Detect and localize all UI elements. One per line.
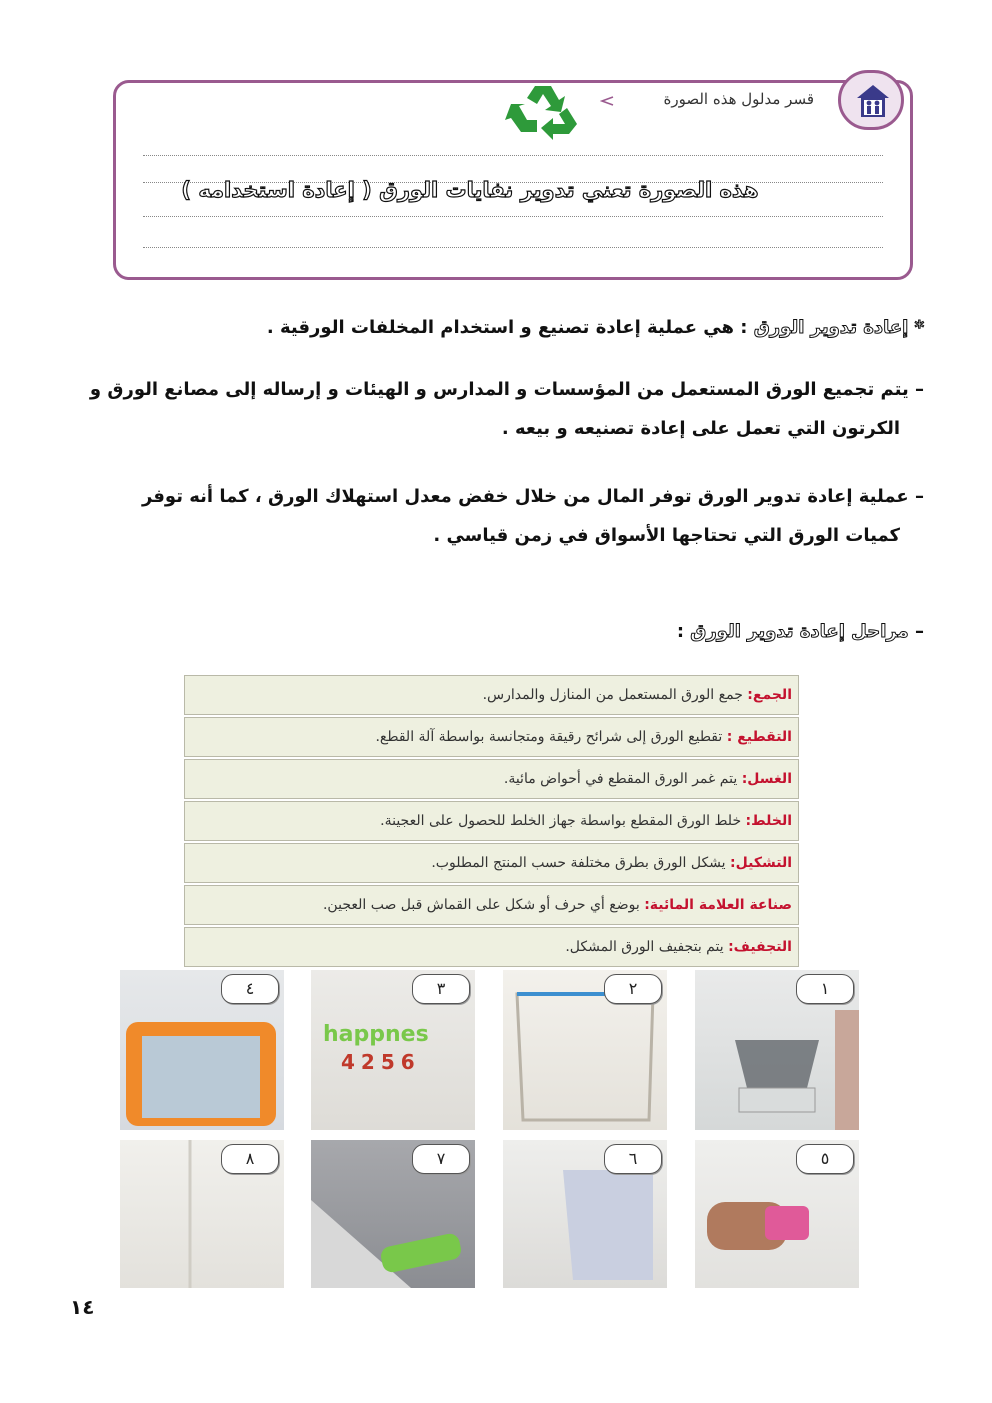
question-prompt: قسر مدلول هذه الصورة <box>663 90 814 108</box>
photo-step-7 <box>311 1140 475 1288</box>
photo-step-4 <box>120 970 284 1130</box>
watermark-word: happnes <box>323 1022 429 1047</box>
bullet-line: كميات الورق التي تحتاجها الأسواق في زمن قياسي . <box>433 525 900 546</box>
photo-step-6 <box>503 1140 667 1288</box>
definition <box>267 308 924 347</box>
bullet-line: – عملية إعادة تدوير الورق توفر المال من خلال خفض معدل استهلاك الورق ، كما أنه توفر <box>141 486 924 507</box>
photo-step-8 <box>120 1140 284 1288</box>
step-row: التقطيع : تقطيع الورق إلى شرائح رقيقة ومتجانسة بواسطة آلة القطع. <box>184 717 799 757</box>
bullet-paragraph <box>64 370 924 448</box>
step-number-tab: ٨ <box>221 1144 279 1174</box>
photo-step-2 <box>503 970 667 1130</box>
pencil-arrow-icon <box>600 96 614 106</box>
step-number-tab: ٣ <box>412 974 470 1004</box>
steps-table <box>184 667 799 969</box>
definition-text: : هي عملية إعادة تصنيع و استخدام المخلفات الورقية . <box>266 317 754 338</box>
family-home-icon <box>855 83 891 119</box>
home-badge <box>838 70 904 130</box>
photo-step-3 <box>311 970 475 1130</box>
step-row: الغسل: يتم غمر الورق المقطع في أحواض مائية. <box>184 759 799 799</box>
definition-term: * إعادة تدوير الورق <box>753 317 924 338</box>
step-number-tab: ١ <box>796 974 854 1004</box>
step-row: التشكيل: يشكل الورق بطرق مختلفة حسب المنتج المطلوب. <box>184 843 799 883</box>
stages-heading-title: مراحل إعادة تدوير الورق <box>690 621 909 642</box>
answer-line <box>143 155 883 156</box>
bullet-line: – يتم تجميع الورق المستعمل من المؤسسات و المدارس و الهيئات و إرساله إلى مصانع الورق و <box>89 379 924 400</box>
photo-step-5 <box>695 1140 859 1288</box>
answer-line <box>143 247 883 248</box>
handwritten-answer: هذه الصورة تعني تدوير نفايات الورق ( إعادة استخدامه ) <box>181 178 759 202</box>
page-number: ١٤ <box>70 1295 95 1319</box>
step-row: الجمع: جمع الورق المستعمل من المنازل والمدارس. <box>184 675 799 715</box>
answer-line <box>143 216 883 217</box>
bullet-paragraph <box>64 477 924 555</box>
step-number-tab: ٧ <box>412 1144 470 1174</box>
step-number-tab: ٢ <box>604 974 662 1004</box>
step-row: الخلط: خلط الورق المقطع بواسطة جهاز الخلط للحصول على العجينة. <box>184 801 799 841</box>
step-number-tab: ٦ <box>604 1144 662 1174</box>
bullet-line: الكرتون التي تعمل على إعادة تصنيعه و بيعه . <box>501 418 900 439</box>
step-row: التجفيف: يتم بتجفيف الورق المشكل. <box>184 927 799 967</box>
stages-heading: – مراحل إعادة تدوير الورق : <box>676 621 924 642</box>
step-row: صناعة العلامة المائية: بوضع أي حرف أو شكل على القماش قبل صب العجين. <box>184 885 799 925</box>
step-number-tab: ٤ <box>221 974 279 1004</box>
recycle-icon <box>497 82 589 142</box>
watermark-digits: 4256 <box>341 1050 421 1074</box>
step-number-tab: ٥ <box>796 1144 854 1174</box>
photo-step-1 <box>695 970 859 1130</box>
